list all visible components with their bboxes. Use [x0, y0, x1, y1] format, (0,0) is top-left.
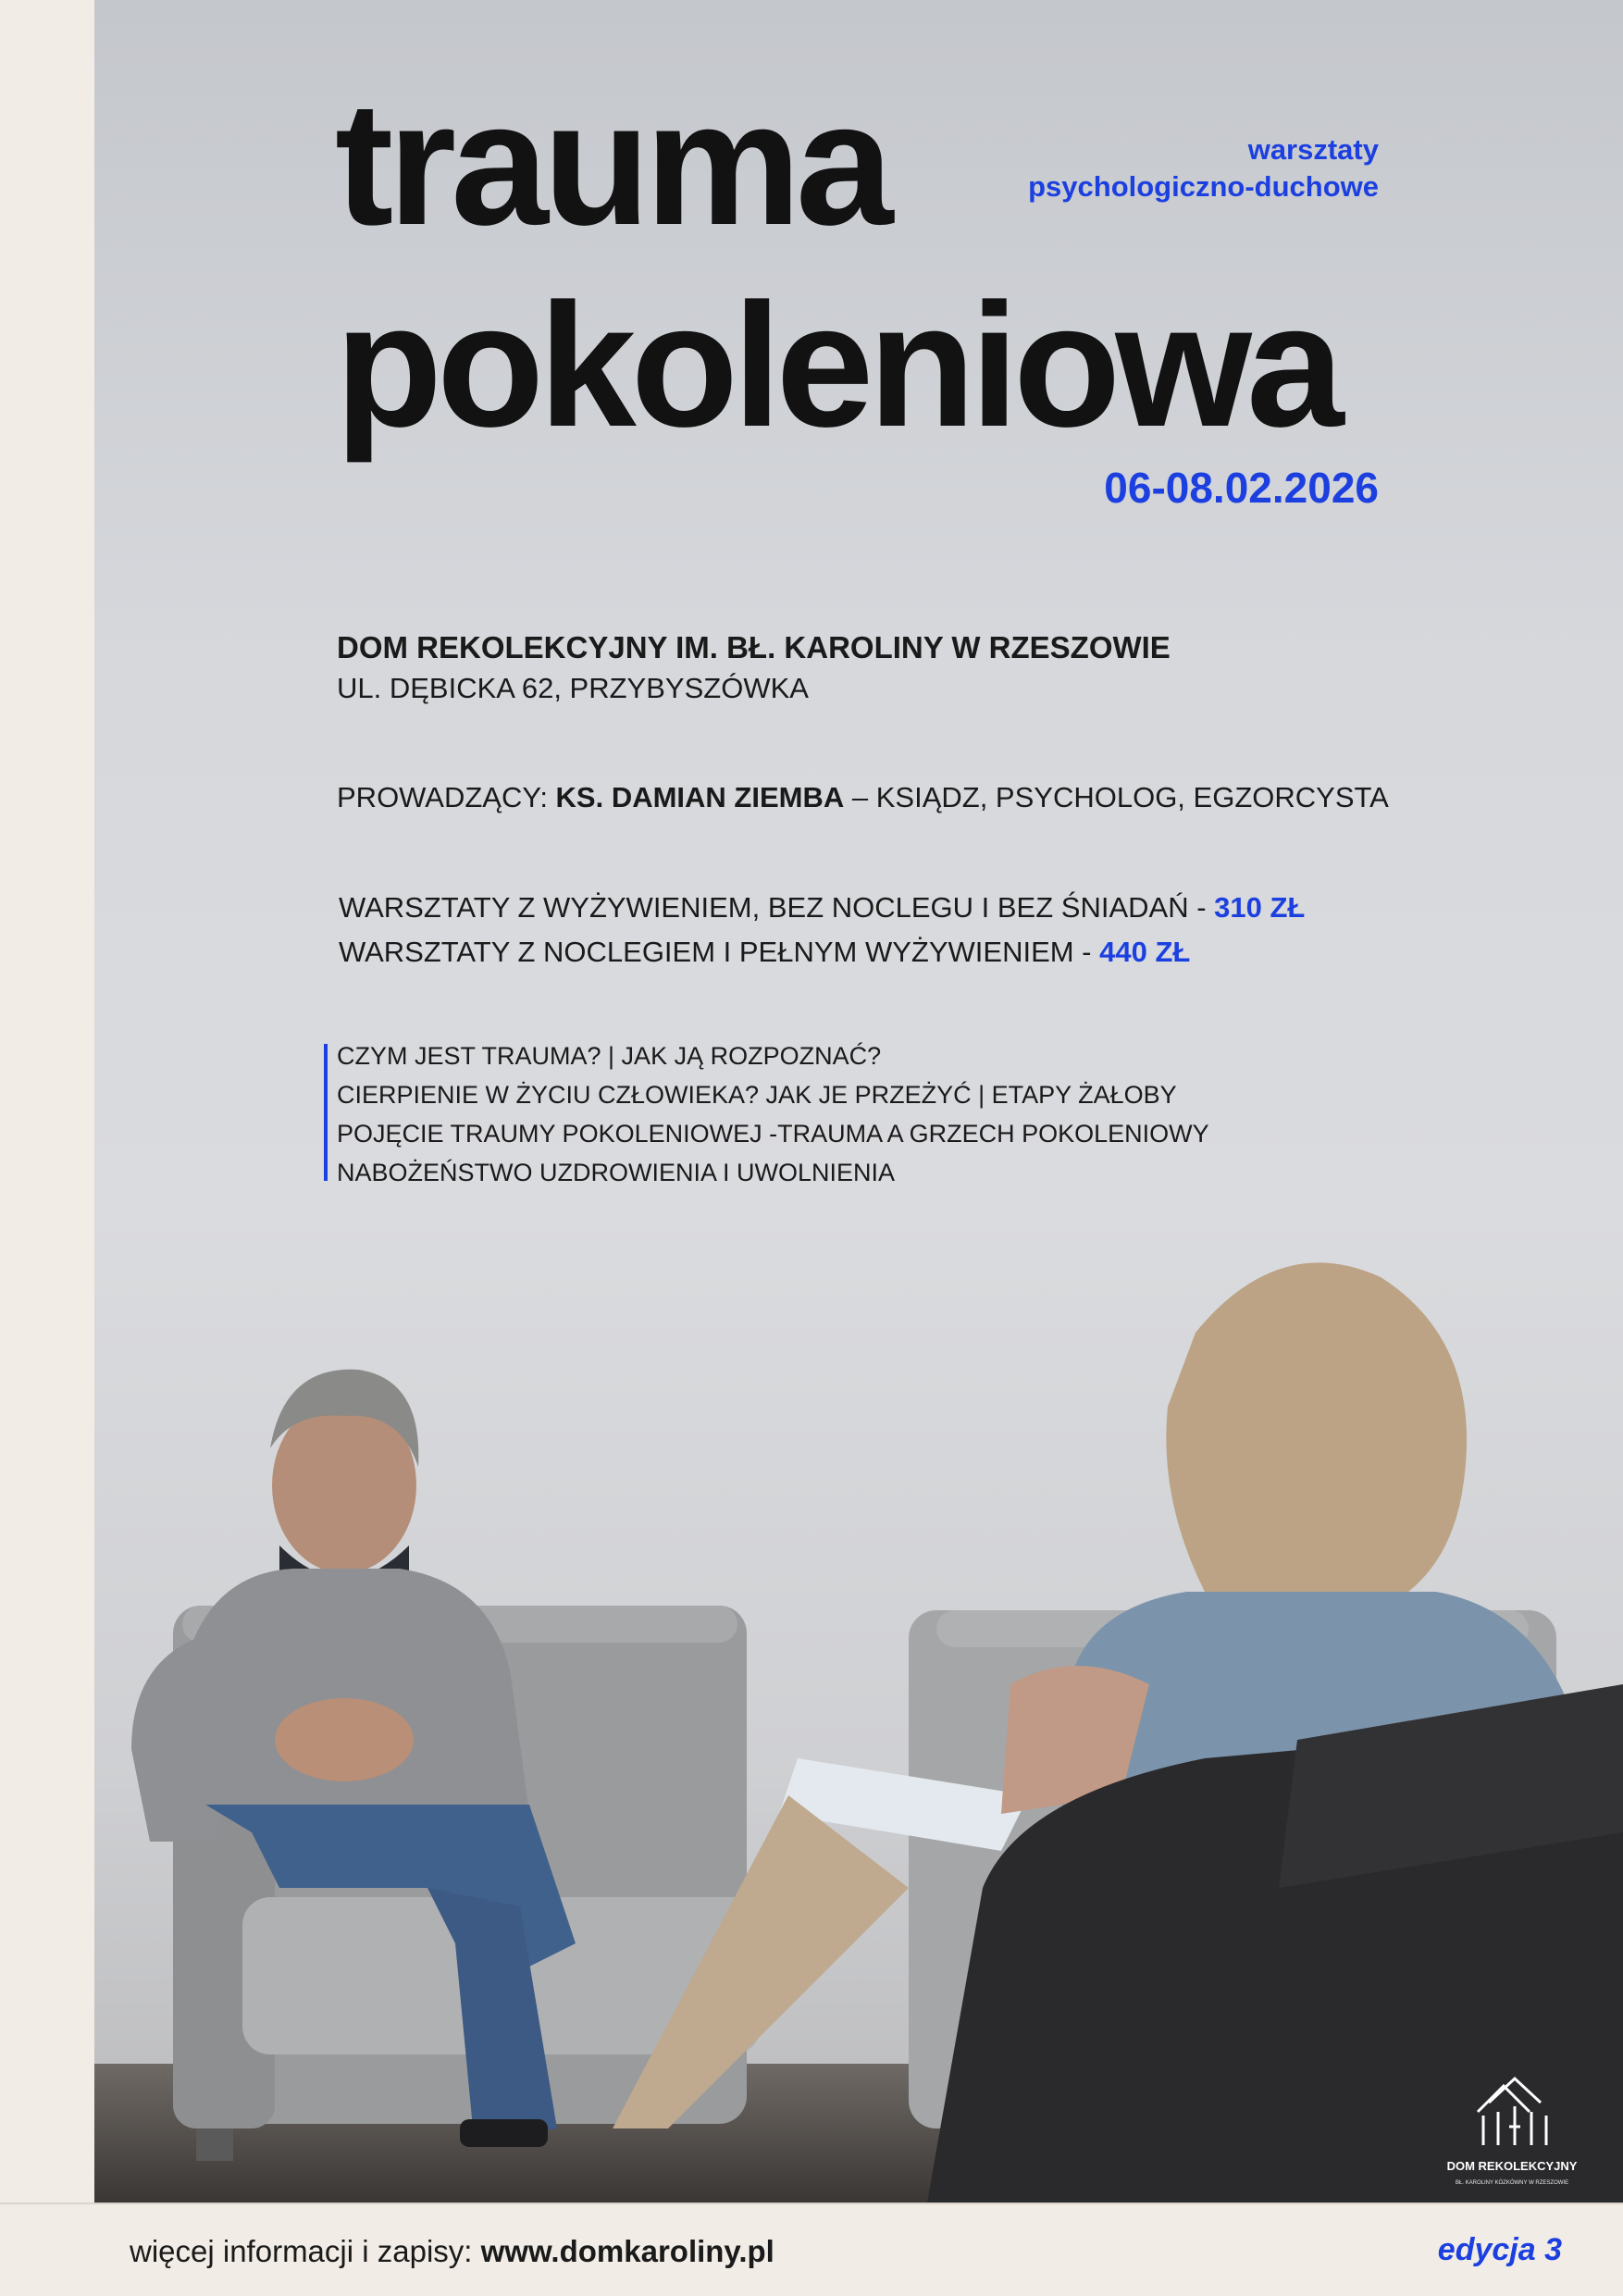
venue-address: UL. DĘBICKA 62, PRZYBYSZÓWKA — [337, 672, 809, 704]
topic-item: CIERPIENIE W ŻYCIU CZŁOWIEKA? JAK JE PRZEŻYĆ | ETAPY ŻAŁOBY — [337, 1081, 1177, 1109]
price-amount: 440 ZŁ — [1099, 936, 1191, 968]
prices-block — [339, 886, 1305, 974]
price-amount: 310 ZŁ — [1214, 891, 1306, 924]
topics-accent-bar — [324, 1044, 328, 1181]
footer-info-label: więcej informacji i zapisy: — [130, 2234, 481, 2268]
edition-label: edycja 3 — [1437, 2232, 1562, 2267]
footer-bar — [0, 2203, 1623, 2296]
title-line-2: pokoleniowa — [335, 267, 1339, 464]
subtitle — [1028, 131, 1379, 205]
logo-line-2: BŁ. KAROLINY KÓZKÓWNY W RZESZOWIE — [1455, 2180, 1569, 2186]
leader-name: KS. DAMIAN ZIEMBA — [555, 781, 845, 813]
subtitle-line-2: psychologiczno-duchowe — [1028, 170, 1379, 203]
price-text: WARSZTATY Z WYŻYWIENIEM, BEZ NOCLEGU I BEZ ŚNIADAŃ - — [339, 891, 1215, 924]
topic-item: POJĘCIE TRAUMY POKOLENIOWEJ -TRAUMA A GRZECH POKOLENIOWY — [337, 1120, 1209, 1148]
footer-info — [130, 2234, 774, 2269]
price-item — [339, 930, 1305, 974]
website-link[interactable]: www.domkaroliny.pl — [480, 2234, 774, 2268]
logo-line-1: DOM REKOLEKCYJNY — [1446, 2159, 1578, 2173]
venue-name: DOM REKOLEKCYJNY IM. BŁ. KAROLINY W RZESZOWIE — [337, 630, 1171, 664]
left-margin-strip — [0, 0, 94, 2203]
event-date: 06-08.02.2026 — [1104, 464, 1379, 512]
therapy-session-illustration — [94, 1240, 1623, 2203]
subtitle-line-1: warsztaty — [1247, 133, 1379, 166]
topic-item: CZYM JEST TRAUMA? | JAK JĄ ROZPOZNAĆ? — [337, 1042, 882, 1070]
title-line-1: trauma — [335, 66, 888, 262]
leader-line — [337, 777, 1389, 818]
price-text: WARSZTATY Z NOCLEGIEM I PEŁNYM WYŻYWIENIEM - — [339, 936, 1100, 968]
topic-item: NABOŻEŃSTWO UZDROWIENIA I UWOLNIENIA — [337, 1159, 896, 1186]
topics-list — [337, 1036, 1209, 1192]
venue-block — [337, 627, 1171, 709]
leader-label: PROWADZĄCY: — [337, 781, 556, 813]
price-item — [339, 886, 1305, 930]
leader-role: – KSIĄDZ, PSYCHOLOG, EGZORCYSTA — [844, 781, 1389, 813]
